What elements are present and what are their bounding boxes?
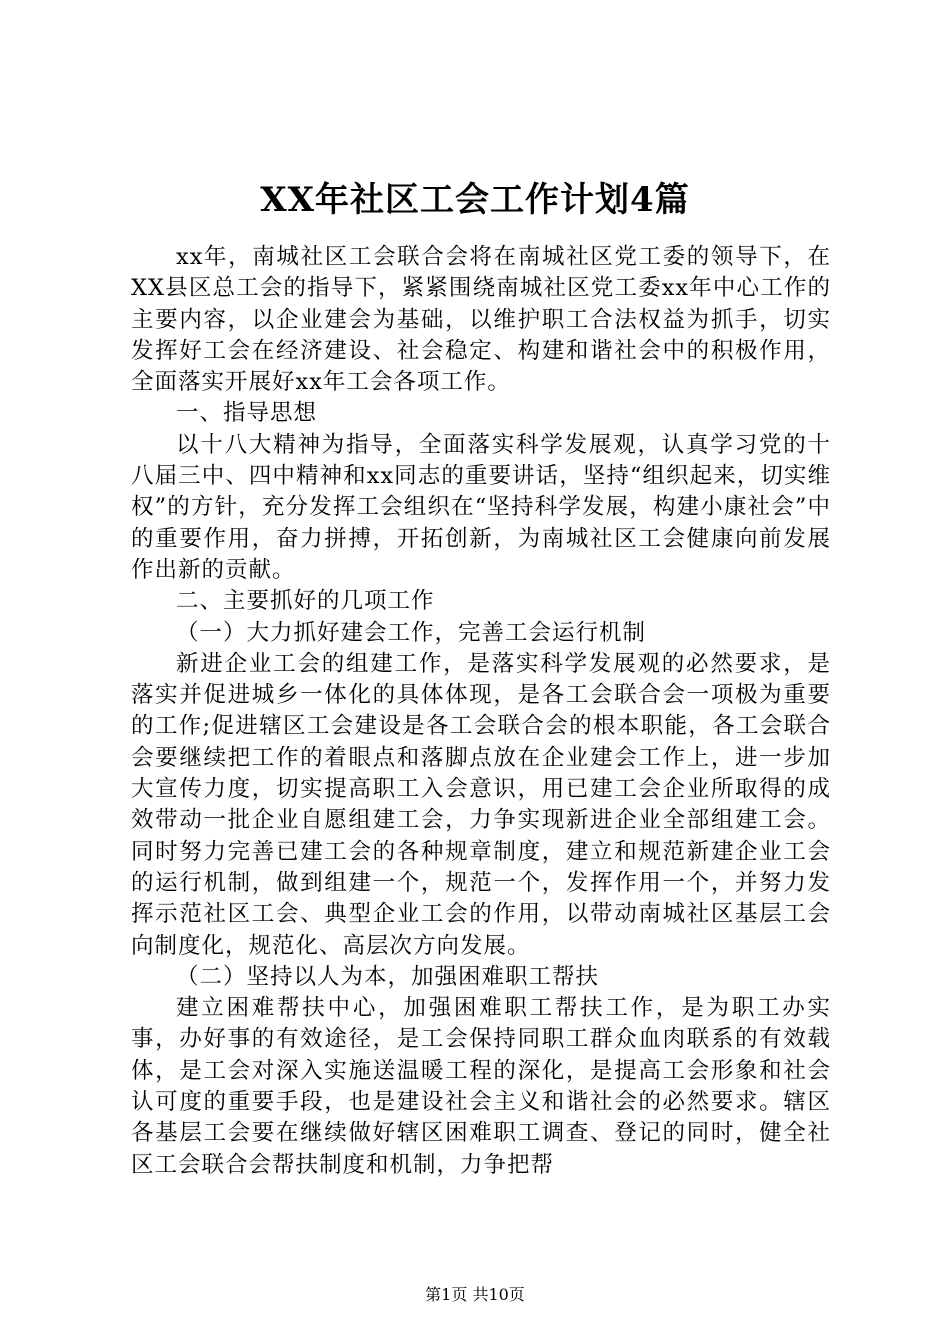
document-title: XX年社区工会工作计划4篇 [260,180,690,220]
section-heading-guiding-ideology: 一、指导思想 [176,400,318,427]
page-number-footer: 第1页 共10页 [425,1285,525,1304]
subsection-1-paragraph: 新进企业工会的组建工作，是落实科学发展观的必然要求，是落实并促进城乡一体化的具体体现，是各工会联合会一项极为重要的工作;促进辖区工会建设是各工会联合会的根本职能，各工会联合会要继续把工作的着眼点和落脚点放在企业建会工作上，进一步加大宣传力度，切实提高职工入会意识，用已建工会企业所取得的成效带动一批企业自愿组建工会，力争实现新进企业全部组建工会。同时努力完善已建工会的各种规章制度，建立和规范新建企业工会的运行机制，做到组建一个，规范一个，发挥作用一个，并努力发挥示范社区工会、典型企业工会的作用，以带动南城社区基层工会向制度化，规范化、高层次方向发展。 [131,650,831,959]
subsection-2-paragraph: 建立困难帮扶中心，加强困难职工帮扶工作，是为职工办实事，办好事的有效途径，是工会保持同职工群众血肉联系的有效载体，是工会对深入实施送温暖工程的深化，是提高工会形象和社会认可度的重要手段，也是建设社会主义和谐社会的必然要求。辖区各基层工会要在继续做好辖区困难职工调查、登记的同时，健全社区工会联合会帮扶制度和机制，力争把帮 [131,995,831,1178]
document-body [131,242,831,1181]
section-heading-main-work: 二、主要抓好的几项工作 [176,588,435,615]
intro-paragraph: xx年，南城社区工会联合会将在南城社区党工委的领导下，在XX县区总工会的指导下，紧紧围绕南城社区党工委xx年中心工作的主要内容，以企业建会为基础，以维护职工合法权益为抓手，切实发挥好工会在经济建设、社会稳定、构建和谐社会中的积极作用，全面落实开展好xx年工会各项工作。 [131,244,831,396]
guiding-ideology-paragraph: 以十八大精神为指导，全面落实科学发展观，认真学习党的十八届三中、四中精神和xx同志的重要讲话，坚持“组织起来，切实维权”的方针，充分发挥工会组织在“坚持科学发展，构建小康社会”中的重要作用，奋力拼搏，开拓创新，为南城社区工会健康向前发展作出新的贡献。 [131,431,831,583]
subsection-heading-2: （二）坚持以人为本，加强困难职工帮扶 [176,963,600,990]
subsection-heading-1: （一）大力抓好建会工作，完善工会运行机制 [176,619,647,646]
